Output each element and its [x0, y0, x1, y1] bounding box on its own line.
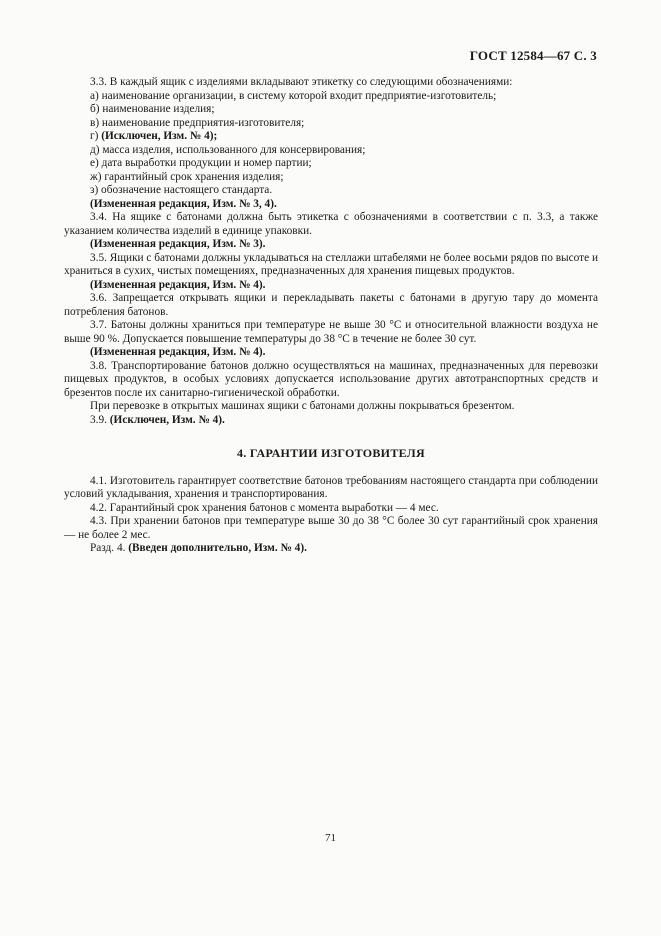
paragraph	[64, 103, 598, 117]
section-4	[64, 475, 598, 556]
paragraph-prefix: г)	[90, 130, 102, 142]
paragraph-text: 4.3. При хранении батонов при температуре выше 30 до 38 °С более 30 сут гарантийный срок хранения — не более 2 мес.	[64, 515, 598, 541]
paragraph	[64, 211, 598, 238]
paragraph-text: 3.7. Батоны должны храниться при температуре не выше 30 °С и относительной влажности воздуха не выше 90 %. Допускается повышение температуры до 38 °С в течение не более 30 сут.	[64, 319, 598, 345]
paragraph	[64, 414, 598, 428]
paragraph-text: При перевозке в открытых машинах ящики с батонами должны покрываться брезентом.	[90, 400, 515, 412]
document-header: ГОСТ 12584—67 С. 3	[469, 48, 597, 63]
paragraph	[64, 171, 598, 185]
paragraph-text: 3.8. Транспортирование батонов должно осуществляться на машинах, предназначенных для перевозки пищевых продуктов, в особых условиях допускается использование других автотранспортных средств и брезентов после их санитарно-гигиенической обработки.	[64, 359, 598, 399]
paragraph	[64, 144, 598, 158]
paragraph-text: а) наименование организации, в систему которой входит предприятие-изготовитель;	[90, 89, 497, 102]
amendment-note: (Измененная редакция, Изм. № 3, 4).	[90, 197, 277, 210]
paragraph	[64, 90, 598, 104]
paragraph-text: 4.1. Изготовитель гарантирует соответствие батонов требованиям настоящего стандарта при соблюдении условий укладывания, хранения и транспортирования.	[64, 474, 598, 500]
paragraph-text: 3.6. Запрещается открывать ящики и перекладывать пакеты с батонами в другую тару до момента потребления батонов.	[64, 292, 598, 318]
paragraph	[64, 184, 598, 198]
amendment-note: (Измененная редакция, Изм. № 4).	[90, 346, 266, 358]
paragraph-text: 3.3. В каждый ящик с изделиями вкладывают этикетку со следующими обозначениями:	[90, 76, 513, 88]
paragraph	[64, 502, 598, 516]
paragraph	[64, 117, 598, 131]
paragraph	[64, 346, 598, 360]
paragraph-text: з) обозначение настоящего стандарта.	[90, 184, 273, 196]
paragraph	[64, 157, 598, 171]
amendment-note: (Исключен, Изм. № 4);	[101, 130, 218, 142]
paragraph	[64, 238, 598, 252]
page-number: 71	[325, 832, 336, 844]
amendment-note: (Измененная редакция, Изм. № 3).	[90, 238, 266, 250]
paragraph	[64, 198, 598, 212]
paragraph-text: в) наименование предприятия-изготовителя;	[90, 116, 305, 129]
section-3	[64, 76, 598, 427]
paragraph-prefix: 3.9.	[90, 413, 110, 426]
amendment-note: (Измененная редакция, Изм. № 4).	[90, 278, 266, 291]
paragraph-prefix: Разд. 4.	[90, 542, 129, 554]
paragraph-text: 4.2. Гарантийный срок хранения батонов с момента выработки — 4 мес.	[90, 501, 439, 514]
paragraph	[64, 542, 598, 556]
paragraph-text: б) наименование изделия;	[90, 103, 215, 115]
paragraph	[64, 292, 598, 319]
paragraph-text: д) масса изделия, использованного для консервирования;	[90, 143, 366, 156]
paragraph	[64, 319, 598, 346]
paragraph	[64, 515, 598, 542]
paragraph-text: е) дата выработки продукции и номер партии;	[90, 157, 312, 169]
amendment-note: (Исключен, Изм. № 4).	[109, 413, 225, 426]
paragraph	[64, 76, 598, 90]
section-4-title: 4. ГАРАНТИИ ИЗГОТОВИТЕЛЯ	[237, 446, 425, 460]
paragraph	[64, 130, 598, 144]
paragraph-text: 3.4. На ящике с батонами должна быть этикетка с обозначениями в соответствии с п. 3.3, а также указанием количества изделий в единице упаковки.	[64, 211, 598, 237]
document-body	[64, 76, 598, 556]
paragraph-text: 3.5. Ящики с батонами должны укладываться на стеллажи штабелями не более восьми рядов по высоте и храниться в сухих, чистых помещениях, предназначенных для хранения пищевых продуктов.	[64, 251, 598, 277]
amendment-note: (Введен дополнительно, Изм. № 4).	[128, 542, 307, 554]
paragraph	[64, 400, 598, 414]
paragraph-text: ж) гарантийный срок хранения изделия;	[90, 170, 284, 183]
paragraph	[64, 360, 598, 401]
paragraph	[64, 279, 598, 293]
paragraph	[64, 252, 598, 279]
paragraph	[64, 475, 598, 502]
